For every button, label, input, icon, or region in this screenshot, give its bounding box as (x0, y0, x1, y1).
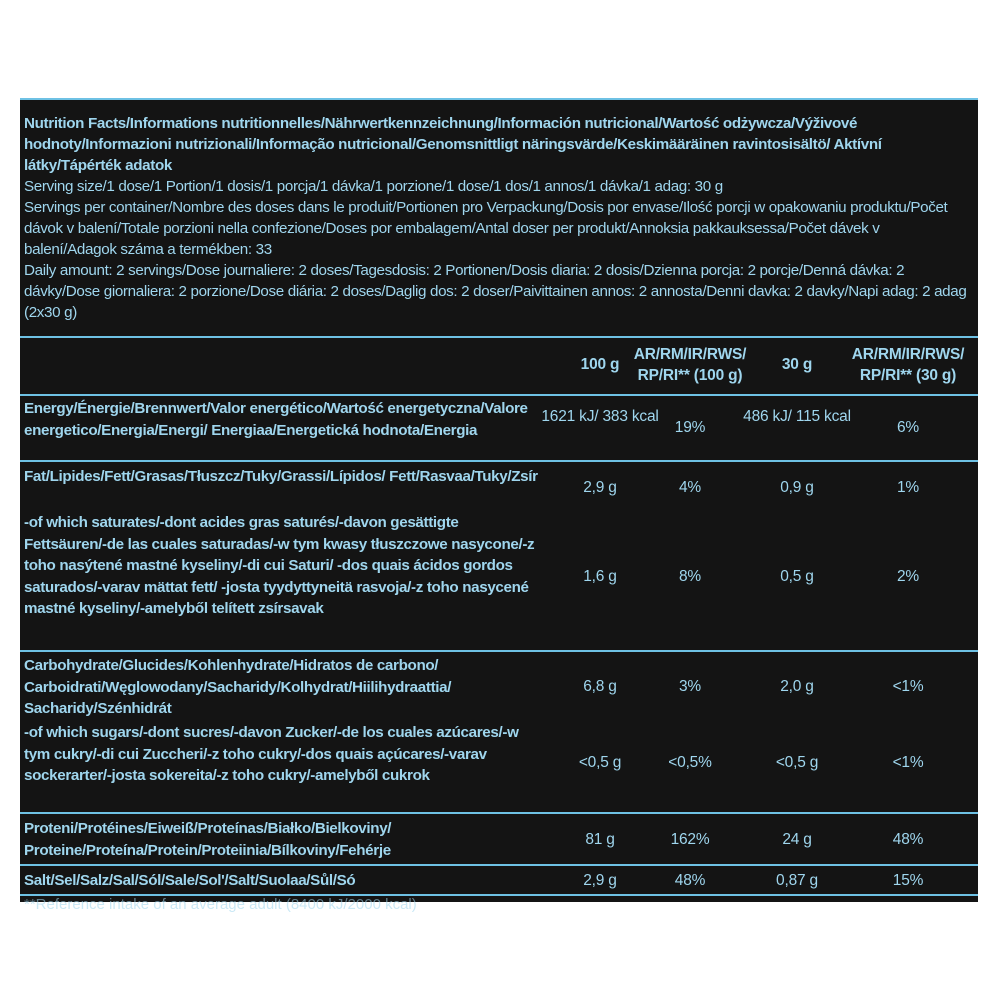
value-30g: 0,9 g (780, 479, 814, 496)
value-30g: 0,87 g (776, 872, 818, 889)
ri-100g: 48% (674, 872, 706, 889)
serving-size: Serving size/1 dose/1 Portion/1 dosis/1 porcja/1 dávka/1 porzione/1 dose/1 dos/1 annos/1 dávka/1 adag: 30 g (24, 178, 723, 195)
ri-30g: <1% (892, 678, 924, 695)
ri-30g: 1% (896, 479, 919, 496)
ri-30g: <1% (892, 754, 924, 771)
nutrient-name: -of which saturates/-dont acides gras saturés/-davon gesättigte Fettsäuren/-de las cuales saturadas/-w tym kwasy tłuszczowe nasycone/-z toho nasýtené mastné kyseliny/-di cui Saturi/ -dos quais ácidos gordos saturados/-varav mättat fett/ -josta tyydyttyneitä rasvoja/-z toho nasycené mastné kyseliny/-amelyből telített zsírsavak (24, 514, 535, 617)
table-row (20, 510, 978, 652)
nutrient-name: Carbohydrate/Glucides/Kohlenhydrate/Hidratos de carbono/ Carboidrati/Węglowodany/Sacharidy/Kolhydrat/Hiilihydraattia/ Sacharidy/Szénhidrát (24, 657, 452, 717)
value-30g: 24 g (782, 831, 812, 848)
value-100g: <0,5 g (578, 754, 622, 771)
ri-100g: 8% (678, 568, 701, 585)
value-100g: 2,9 g (583, 479, 617, 496)
ri-100g: 162% (670, 831, 710, 848)
nutrient-name: -of which sugars/-dont sucres/-davon Zucker/-de los cuales azúcares/-w tym cukry/-di cui Zuccheri/-z toho cukry/-dos quais açúcares/-varav sockerarter/-josta sokereita/-z toho cukry/-amelyből cukrok (24, 724, 519, 784)
ri-30g: 15% (892, 872, 924, 889)
table-row (20, 462, 978, 510)
servings-per-container: Servings per container/Nombre des doses dans le produit/Portionen pro Verpackung/Dosis por envase/Ilość porcji w opakowaniu produktu/Počet dávok v balení/Totale porzioni nella confezione/Doses por embalagem/Antal doser per produkt/Annoksia pakkauksessa/Počet dávek v balení/Adagok száma a termékben: 33 (24, 199, 948, 258)
nutrient-name: Proteni/Protéines/Eiweiß/Proteínas/Białko/Bielkoviny/ Proteine/Proteína/Protein/Proteiinia/Bílkoviny/Fehérje (24, 820, 392, 859)
value-100g: 6,8 g (583, 678, 617, 695)
nutrient-name: Fat/Lipides/Fett/Grasas/Tłuszcz/Tuky/Grassi/Lípidos/ Fett/Rasvaa/Tuky/Zsír (24, 468, 538, 485)
table-row (20, 814, 978, 866)
column-header-30g: 30 g (781, 356, 813, 373)
column-header-100g: 100 g (580, 356, 620, 373)
nutrition-table (20, 338, 978, 896)
value-100g: 81 g (585, 831, 615, 848)
value-30g: 2,0 g (780, 678, 814, 695)
table-row (20, 652, 978, 720)
column-header-ri-30g: AR/RM/IR/RWS/ RP/RI** (30 g) (851, 346, 965, 384)
footnote: **Reference intake of an average adult (8400 kJ/2000 kcal) (24, 896, 417, 913)
value-100g: 2,9 g (583, 872, 617, 889)
value-100g: 1621 kJ/ 383 kcal (541, 408, 659, 425)
ri-100g: 4% (678, 479, 701, 496)
table-row (20, 720, 978, 814)
table-header-row (20, 338, 978, 396)
nutrition-title: Nutrition Facts/Informations nutritionnelles/Nährwertkennzeichnung/Información nutricional/Wartość odżywcza/Výživové hodnoty/Informazioni nutrizionali/Informação nutricional/Genomsnittligt näringsvärde/Keskimääräinen ravintosisältö/ Aktívní látky/Tápérték adatok (24, 115, 882, 174)
column-header-ri-100g: AR/RM/IR/RWS/ RP/RI** (100 g) (633, 346, 747, 384)
table-row (20, 396, 978, 462)
ri-30g: 48% (892, 831, 924, 848)
table-row (20, 866, 978, 896)
daily-amount: Daily amount: 2 servings/Dose journaliere: 2 doses/Tagesdosis: 2 Portionen/Dosis diaria: 2 dosis/Dzienna porcja: 2 porcje/Denná dávka: 2 dávky/Dose giornaliera: 2 porzione/Dose diária: 2 doses/Daglig dos: 2 doser/Paivittainen annos: 2 annosta/Denni davka: 2 davky/Napi adag: 2 adag (2x30 g) (24, 262, 967, 321)
nutrition-panel (20, 98, 978, 913)
value-30g: 486 kJ/ 115 kcal (743, 408, 851, 425)
nutrient-name: Salt/Sel/Salz/Sal/Sól/Sale/Sol'/Salt/Suolaa/Sůl/Só (24, 872, 356, 889)
ri-100g: 19% (674, 419, 706, 436)
nutrient-name: Energy/Énergie/Brennwert/Valor energético/Wartość energetyczna/Valore energetico/Energia/Energi/ Energiaa/Energetická hodnota/Energia (24, 400, 528, 439)
nutrition-header (20, 98, 978, 338)
ri-30g: 2% (896, 568, 919, 585)
value-30g: <0,5 g (775, 754, 819, 771)
value-100g: 1,6 g (583, 568, 617, 585)
ri-30g: 6% (896, 419, 919, 436)
value-30g: 0,5 g (780, 568, 814, 585)
ri-100g: <0,5% (668, 754, 712, 771)
ri-100g: 3% (678, 678, 701, 695)
